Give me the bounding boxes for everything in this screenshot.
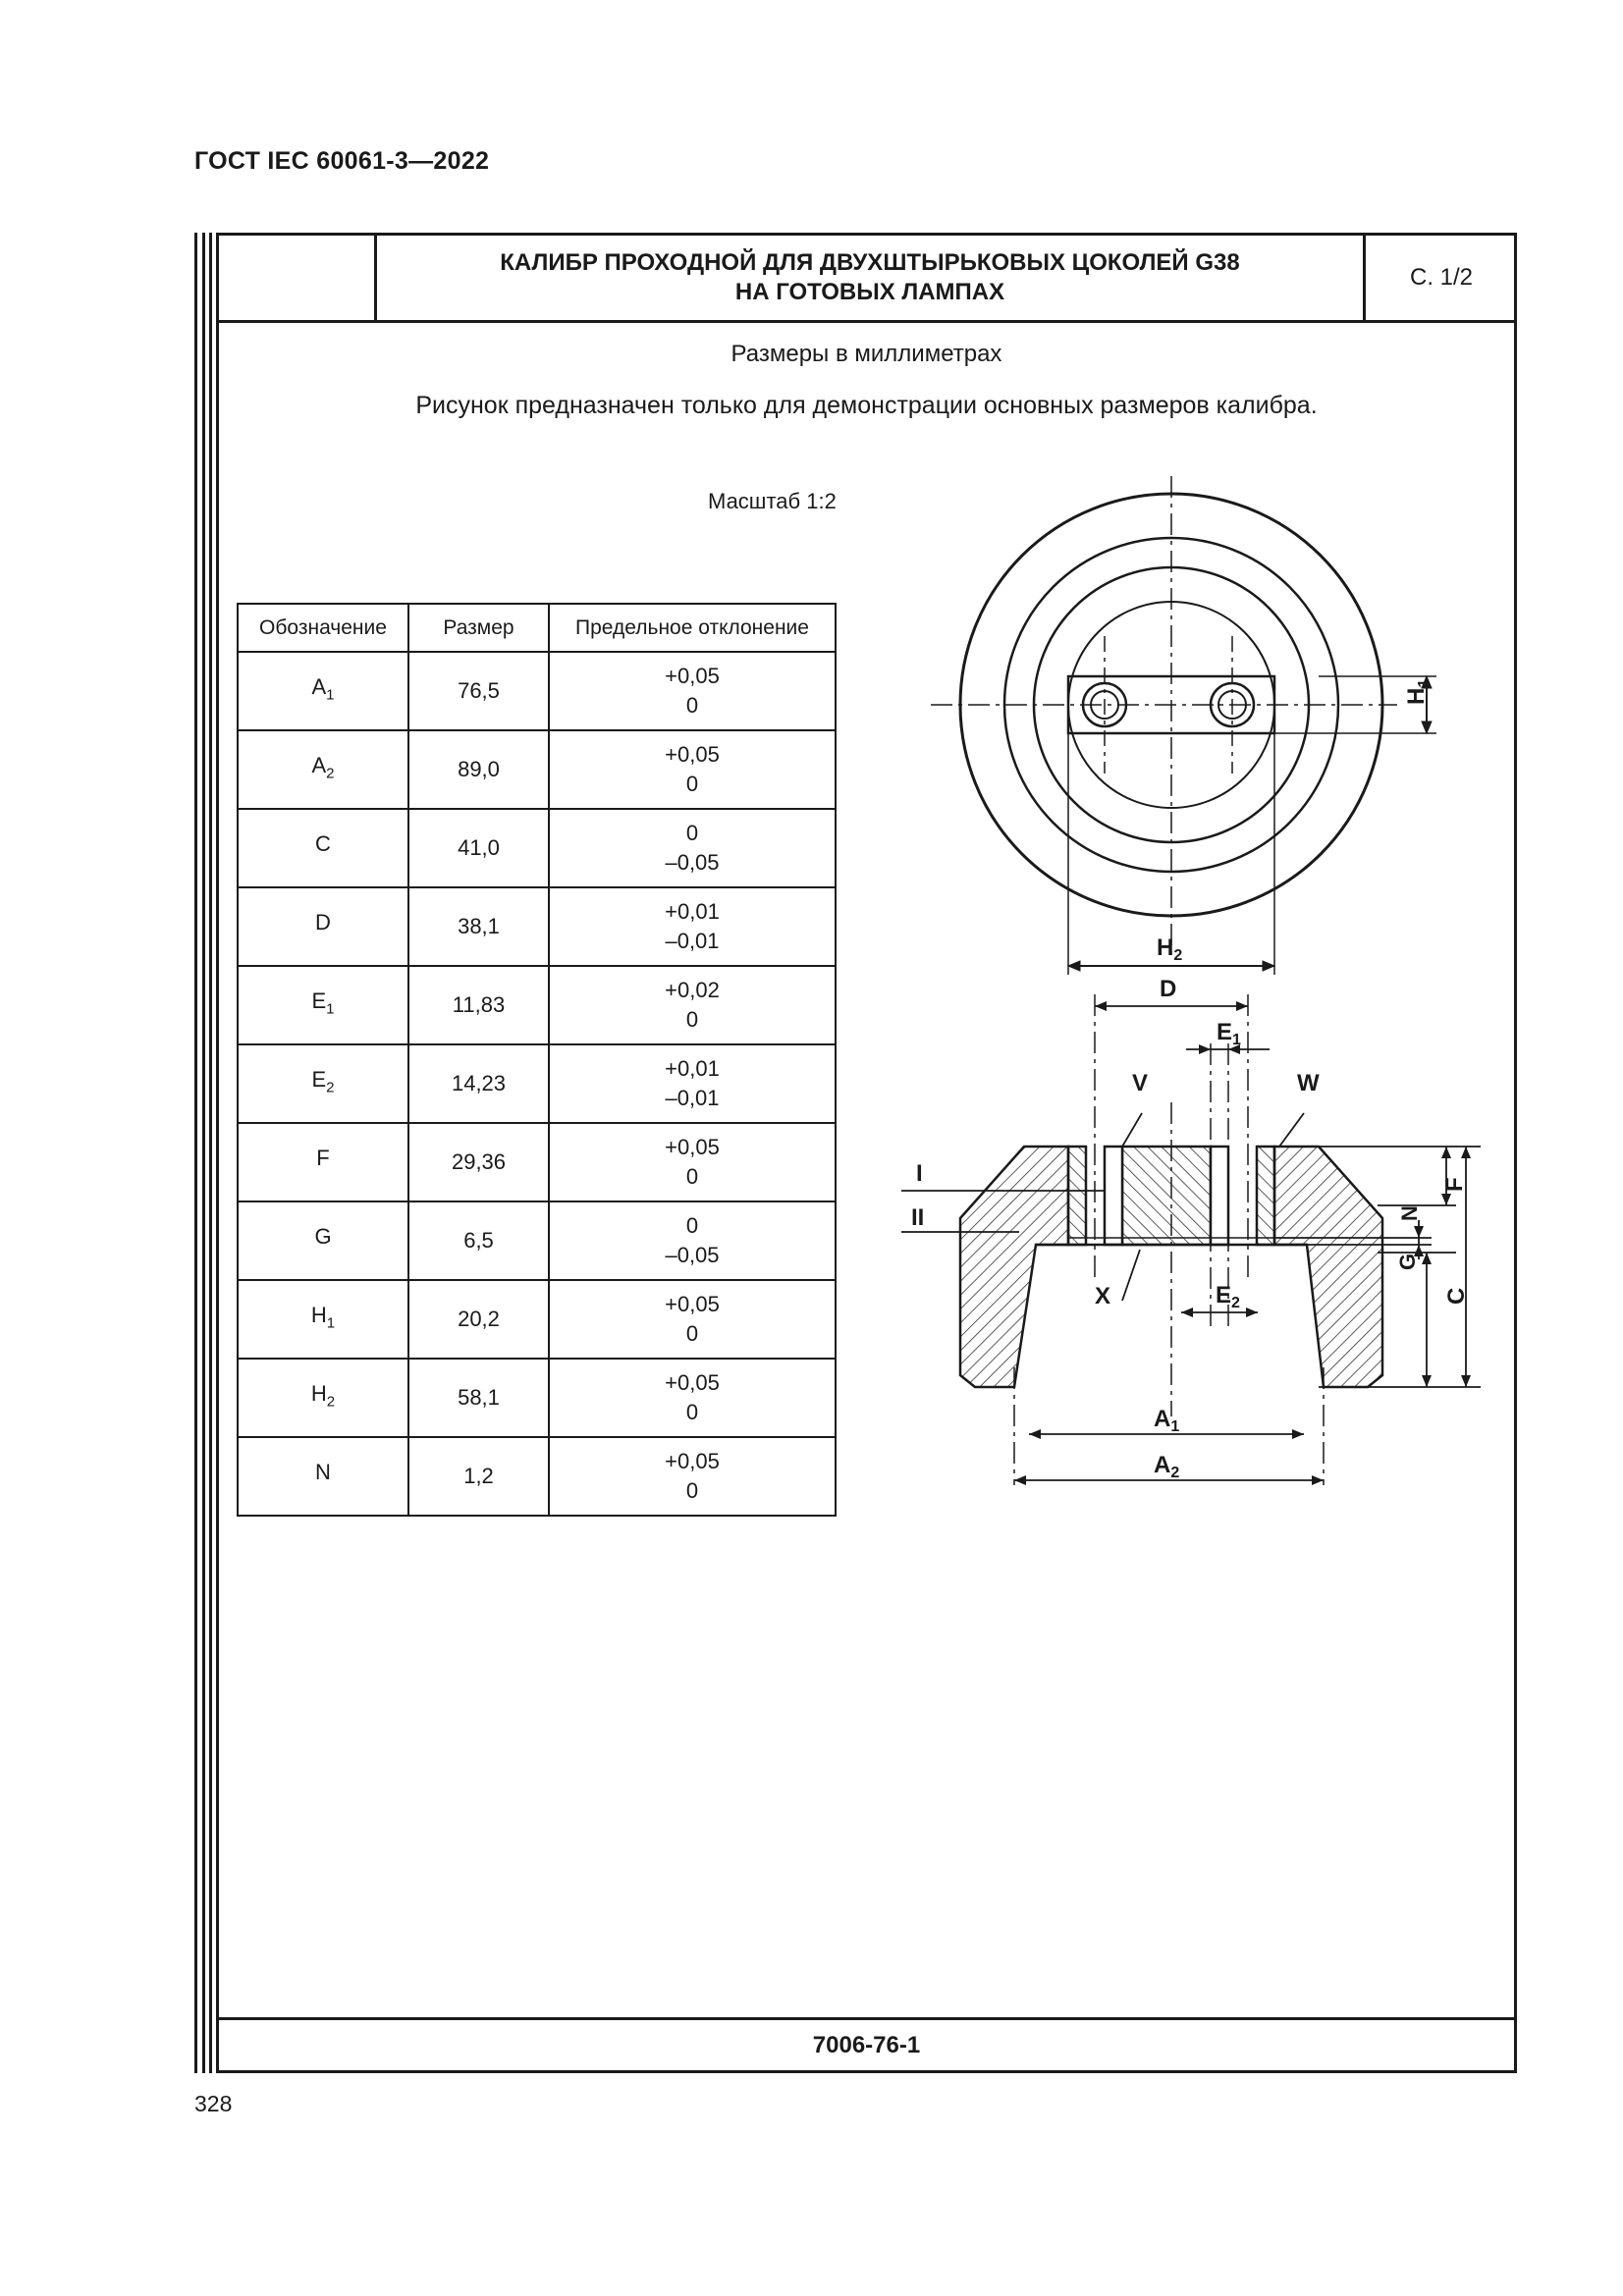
page-number: 328 <box>194 2091 233 2116</box>
deviation-upper: +0,05 <box>665 742 720 767</box>
deviation-upper: +0,05 <box>665 664 720 688</box>
designation-symbol: C <box>315 830 331 856</box>
designation-symbol: E <box>311 988 327 1013</box>
designation-symbol: E <box>311 1066 327 1092</box>
cell-size: 29,36 <box>408 1123 549 1201</box>
cell-deviation <box>549 1437 836 1516</box>
gauge-drawing <box>887 464 1495 1564</box>
deviation-upper: +0,01 <box>665 899 720 924</box>
cell-designation <box>238 1201 408 1280</box>
cell-size: 58,1 <box>408 1359 549 1437</box>
cell-designation <box>238 1359 408 1437</box>
table-header-row <box>238 604 836 652</box>
label-c: C <box>1443 1287 1470 1305</box>
label-e1: $E_1$ <box>1217 1019 1241 1048</box>
designation-subscript: 1 <box>326 1000 335 1018</box>
cell-deviation <box>549 1201 836 1280</box>
deviation-upper: +0,02 <box>665 978 720 1002</box>
table-row <box>238 1044 836 1123</box>
designation-symbol: A <box>311 673 327 699</box>
cell-size: 6,5 <box>408 1201 549 1280</box>
header-size: Размер <box>408 604 549 652</box>
designation-subscript: 1 <box>326 1314 336 1332</box>
designation-symbol: N <box>315 1459 331 1484</box>
cell-designation <box>238 1044 408 1123</box>
label-h2: $H_2$ <box>1157 934 1183 964</box>
cell-designation <box>238 887 408 966</box>
cell-deviation <box>549 966 836 1044</box>
standard-header: ГОСТ IEC 60061-3—2022 <box>194 147 490 175</box>
deviation-upper: +0,05 <box>665 1292 720 1316</box>
table-row <box>238 1280 836 1359</box>
cell-size: 14,23 <box>408 1044 549 1123</box>
label-w: W <box>1297 1070 1320 1096</box>
sheet-title-line1: КАЛИБР ПРОХОДНОЙ ДЛЯ ДВУХШТЫРЬКОВЫХ ЦОКОЛЕЙ G38 <box>500 249 1240 276</box>
table-row <box>238 1437 836 1516</box>
cell-designation <box>238 1123 408 1201</box>
deviation-lower: 0 <box>685 772 699 796</box>
deviation-upper: +0,05 <box>665 1135 720 1159</box>
deviation-upper: 0 <box>685 821 699 845</box>
title-row <box>219 236 1514 323</box>
designation-symbol: G <box>314 1223 332 1249</box>
cell-deviation <box>549 809 836 887</box>
designation-symbol: D <box>315 909 331 934</box>
designation-subscript: 2 <box>326 1393 336 1411</box>
cell-designation <box>238 966 408 1044</box>
label-a1: $A_1$ <box>1154 1406 1180 1435</box>
deviation-lower: –0,01 <box>665 929 720 953</box>
header-deviation: Предельное отклонение <box>549 604 836 652</box>
sheet-page: С. 1/2 <box>1363 236 1517 320</box>
cell-size: 20,2 <box>408 1280 549 1359</box>
drawing-note: Рисунок предназначен только для демонстрации основных размеров калибра. <box>415 392 1318 419</box>
table-row <box>238 730 836 809</box>
designation-symbol: F <box>316 1145 330 1170</box>
designation-subscript: 2 <box>326 1079 335 1096</box>
binding-line <box>194 233 197 2073</box>
deviation-lower: 0 <box>685 1164 699 1189</box>
sheet-title <box>377 236 1363 320</box>
scale-label: Масштаб 1:2 <box>708 489 837 513</box>
deviation-upper: +0,01 <box>665 1056 720 1081</box>
table-row <box>238 1201 836 1280</box>
deviation-lower: 0 <box>685 1400 699 1424</box>
gauge-body <box>960 1147 1068 1387</box>
label-f: F <box>1441 1177 1468 1192</box>
gauge-insert <box>1122 1147 1211 1245</box>
deviation-lower: 0 <box>685 693 699 718</box>
binding-line <box>209 233 212 2073</box>
cell-size: 89,0 <box>408 730 549 809</box>
designation-symbol: A <box>311 752 327 777</box>
deviation-upper: +0,05 <box>665 1370 720 1395</box>
label-h1: $H_1$ <box>1403 678 1433 705</box>
designation-subscript: 2 <box>326 765 335 782</box>
cell-deviation <box>549 887 836 966</box>
label-a2: $A_2$ <box>1154 1452 1180 1481</box>
cell-size: 76,5 <box>408 652 549 730</box>
table-row <box>238 652 836 730</box>
cell-deviation <box>549 652 836 730</box>
designation-symbol: H <box>310 1380 327 1406</box>
sheet-title-line2: НА ГОТОВЫХ ЛАМПАХ <box>734 279 1005 305</box>
designation-symbol: H <box>310 1302 327 1327</box>
header-designation: Обозначение <box>238 604 408 652</box>
cell-deviation <box>549 730 836 809</box>
deviation-lower: 0 <box>685 1007 699 1032</box>
deviation-upper: 0 <box>685 1213 699 1238</box>
cell-deviation <box>549 1123 836 1201</box>
cell-designation <box>238 1280 408 1359</box>
cell-size: 11,83 <box>408 966 549 1044</box>
label-i: I <box>916 1160 923 1187</box>
cell-designation <box>238 809 408 887</box>
binding-line <box>202 233 205 2073</box>
cell-size: 1,2 <box>408 1437 549 1516</box>
top-view <box>931 476 1436 975</box>
cell-designation <box>238 652 408 730</box>
label-ii: II <box>911 1204 925 1231</box>
cell-deviation <box>549 1359 836 1437</box>
deviation-lower: 0 <box>685 1478 699 1503</box>
sheet-number: 7006-76-1 <box>219 2017 1514 2070</box>
deviation-lower: –0,05 <box>665 850 720 875</box>
deviation-lower: –0,01 <box>665 1086 720 1110</box>
label-x: X <box>1095 1283 1111 1309</box>
cell-designation <box>238 730 408 809</box>
deviation-lower: 0 <box>685 1321 699 1346</box>
table-row <box>238 966 836 1044</box>
cell-deviation <box>549 1280 836 1359</box>
deviation-upper: +0,05 <box>665 1449 720 1473</box>
label-n: N <box>1397 1205 1422 1221</box>
table-row <box>238 809 836 887</box>
label-d: D <box>1160 976 1177 1002</box>
dimensions-table <box>237 603 837 1517</box>
cell-size: 38,1 <box>408 887 549 966</box>
cell-deviation <box>549 1044 836 1123</box>
table-row <box>238 1359 836 1437</box>
deviation-lower: –0,05 <box>665 1243 720 1267</box>
table-row <box>238 887 836 966</box>
label-g: G <box>1395 1253 1420 1270</box>
units-note: Размеры в миллиметрах <box>730 341 1002 367</box>
table-row <box>238 1123 836 1201</box>
cell-designation <box>238 1437 408 1516</box>
sheet-frame <box>216 233 1517 2073</box>
cell-size: 41,0 <box>408 809 549 887</box>
designation-subscript: 1 <box>326 686 335 704</box>
label-e2: $E_2$ <box>1216 1282 1240 1311</box>
title-blank-cell <box>219 236 377 320</box>
label-v: V <box>1132 1070 1149 1096</box>
